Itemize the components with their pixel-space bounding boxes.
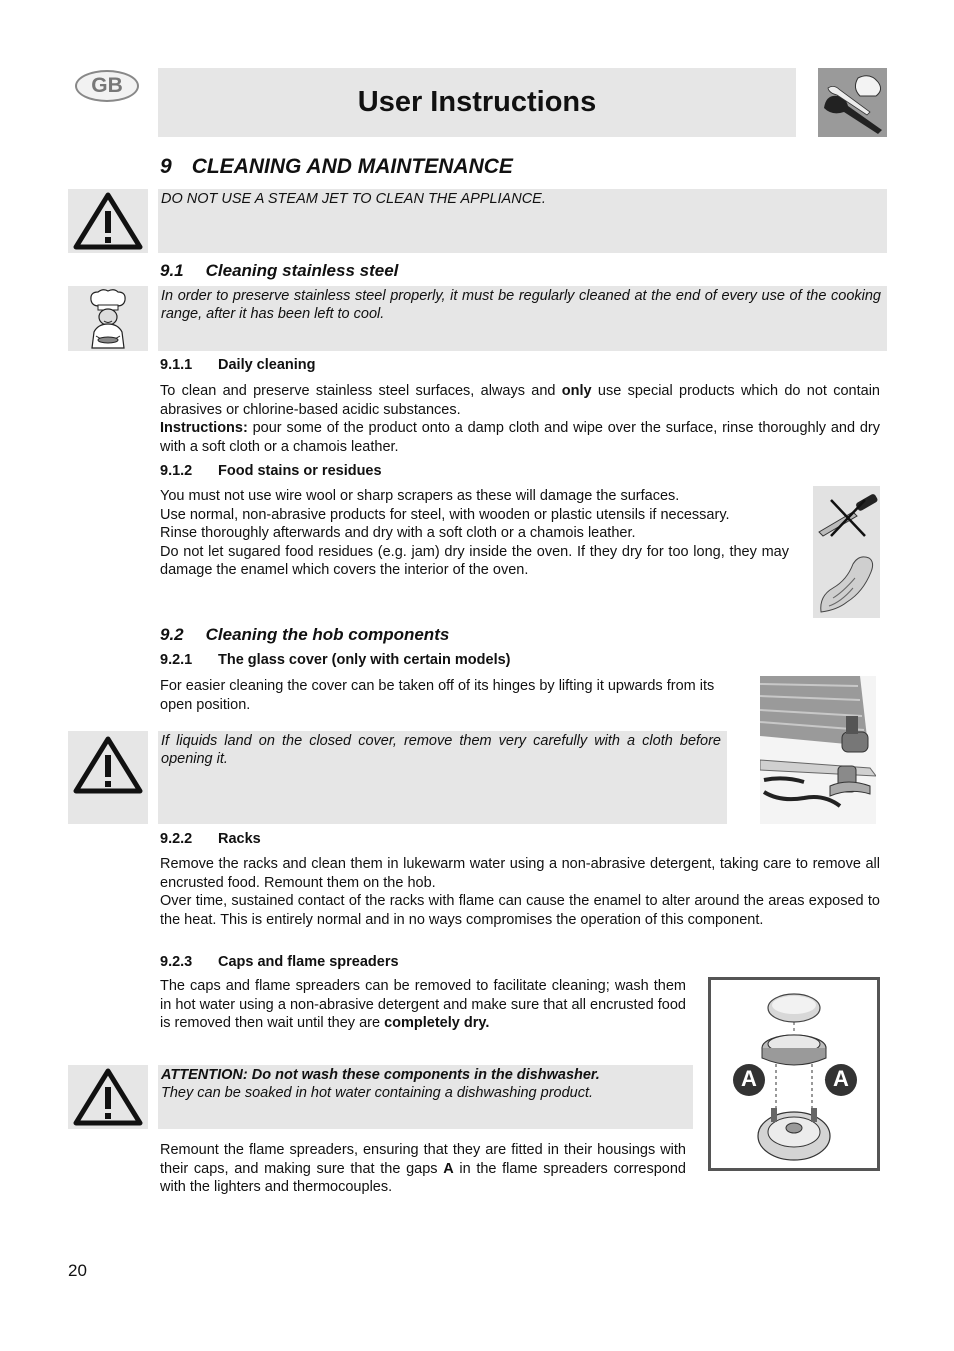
glass-cover-text: For easier cleaning the cover can be taken off of its hinges by lifting it upwards from its open position.: [160, 678, 715, 713]
subsection-title: The glass cover (only with certain models): [218, 652, 511, 668]
section-9-2-1-heading: [160, 652, 511, 668]
gap-label-right: A: [833, 1066, 849, 1091]
subsection-number: 9.1: [160, 261, 184, 280]
subsection-title: Caps and flame spreaders: [218, 954, 399, 970]
section-9-1-1-heading: [160, 357, 316, 373]
warning-triangle-icon: [68, 731, 148, 824]
knife-icon: [819, 493, 879, 536]
subsection-title: Food stains or residues: [218, 463, 382, 479]
warning-triangle-icon: [68, 189, 148, 253]
cooking-utensils-icon: [818, 68, 887, 137]
daily-cleaning-p2: Instructions: pour some of the product onto a damp cloth and wipe over the surface, rinse thoroughly and dry with a soft cloth or a chamois leather.: [160, 420, 880, 455]
hand-cloth-icon: [821, 557, 873, 612]
food-stains-line: Do not let sugared food residues (e.g. jam) dry inside the oven. If they dry for too long, they may damage the enamel which covers the interior of the oven.: [160, 543, 789, 579]
warning-icon-box: [68, 731, 148, 824]
no-scraper-illustration: [813, 486, 880, 618]
section-9-2-2-heading: [160, 831, 261, 847]
subsection-title: Cleaning the hob components: [205, 625, 450, 644]
food-stains-line: You must not use wire wool or sharp scrapers as these will damage the surfaces.: [160, 488, 680, 504]
racks-p2: Over time, sustained contact of the racks with flame can cause the enamel to alter around the areas exposed to the heat. This is entirely normal and in no ways compromises the operation of this component.: [160, 893, 880, 928]
racks-text: [160, 855, 880, 929]
steam-warning-text: DO NOT USE A STEAM JET TO CLEAN THE APPLIANCE.: [161, 191, 546, 207]
section-9-2-3-heading: [160, 954, 399, 970]
page-number: 20: [68, 1261, 87, 1280]
food-stains-line: Use normal, non-abrasive products for steel, with wooden or plastic utensils if necessary.: [160, 506, 730, 523]
caps-text-p1: The caps and flame spreaders can be removed to facilitate cleaning; wash them in hot water using a non-abrasive detergent and make sure that all encrusted food is removed then wait until they are completely dry.: [160, 978, 686, 1032]
warning-icon-box: [68, 1065, 148, 1129]
section-9-heading: [160, 155, 513, 179]
page-title: User Instructions: [357, 86, 597, 118]
dishwasher-note-bold: ATTENTION: Do not wash these components in the dishwasher.: [161, 1067, 600, 1083]
subsection-title: Daily cleaning: [218, 357, 316, 373]
chef-icon: [68, 286, 148, 351]
section-9-1-heading: [160, 261, 398, 281]
chef-icon-box: [68, 286, 148, 351]
subsection-number: 9.1.2: [160, 463, 193, 479]
section-title: CLEANING AND MAINTENANCE: [191, 155, 513, 178]
subsection-number: 9.2.1: [160, 652, 193, 668]
glass-cover-hinge-illustration: [760, 676, 876, 824]
subsection-number: 9.2.3: [160, 954, 193, 970]
language-badge: GB: [75, 70, 139, 102]
food-stains-line: Rinse thoroughly afterwards and dry with a soft cloth or a chamois leather.: [160, 525, 636, 542]
cross-mark-icon: [831, 500, 865, 536]
caps-text-p2: Remount the flame spreaders, ensuring that they are fitted in their housings with their caps, and making sure that the gaps A in the flame spreaders correspond with the lighters and thermocouples.: [160, 1142, 686, 1196]
section-9-1-2-heading: [160, 463, 382, 479]
stainless-note-text: In order to preserve stainless steel properly, it must be regularly cleaned at the end of every use of the cooking range, after it has been left to cool.: [161, 288, 881, 323]
subsection-title: Racks: [218, 831, 261, 847]
gap-label-left: A: [741, 1066, 757, 1091]
racks-p1: Remove the racks and clean them in lukewarm water using a non-abrasive detergent, taking care to remove all encrusted food. Remount them on the hob.: [160, 856, 880, 891]
subsection-number: 9.1.1: [160, 357, 193, 373]
subsection-number: 9.2: [160, 625, 184, 644]
warning-icon-box: [68, 189, 148, 253]
section-number: 9: [160, 155, 172, 178]
section-9-2-heading: [160, 625, 449, 645]
dishwasher-note-line: They can be soaked in hot water containing a dishwashing product.: [161, 1085, 594, 1102]
daily-cleaning-p1: To clean and preserve stainless steel surfaces, always and only use special products which do not contain abrasives or chlorine-based acidic substances.: [160, 383, 880, 418]
dishwasher-note-text: [161, 1066, 689, 1103]
warning-triangle-icon: [68, 1065, 148, 1129]
food-stains-text: [160, 487, 789, 580]
glass-cover-note-text: If liquids land on the closed cover, remove them very carefully with a cloth before opening it.: [161, 733, 721, 768]
subsection-title: Cleaning stainless steel: [205, 261, 399, 280]
subsection-number: 9.2.2: [160, 831, 193, 847]
burner-exploded-illustration: [708, 977, 880, 1171]
daily-cleaning-text: [160, 382, 880, 456]
